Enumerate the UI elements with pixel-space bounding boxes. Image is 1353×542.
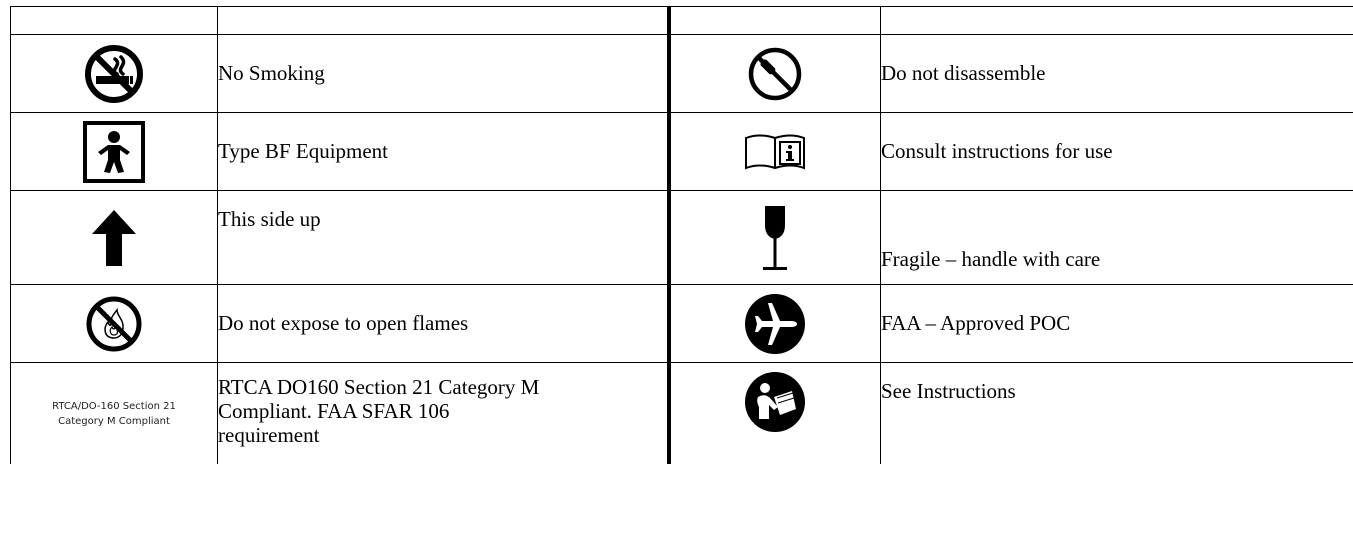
- fragile-label: Fragile – handle with care: [881, 247, 1101, 271]
- rtca-mark-line-2: Category M Compliant: [58, 415, 170, 427]
- fragile-glass-icon: [755, 203, 795, 273]
- description-cell: [881, 363, 1353, 465]
- table-row: [11, 113, 1353, 191]
- table-row: [11, 285, 1353, 363]
- rtca-label-line-1: RTCA DO160 Section 21 Category M: [218, 375, 540, 399]
- do-not-disassemble-label: Do not disassemble: [881, 61, 1046, 85]
- symbol-cell: [11, 35, 218, 113]
- header-cell: [669, 7, 881, 35]
- symbol-cell: [11, 285, 218, 363]
- description-cell: [881, 113, 1353, 191]
- description-cell: [218, 113, 669, 191]
- symbol-cell: [669, 191, 881, 285]
- symbol-cell: [11, 113, 218, 191]
- symbol-cell: [669, 285, 881, 363]
- description-cell: [881, 35, 1353, 113]
- consult-instructions-icon: [743, 132, 807, 172]
- description-cell: [881, 191, 1353, 285]
- table-row: [11, 363, 1353, 465]
- symbols-table: [10, 6, 1353, 464]
- no-smoking-label: No Smoking: [218, 61, 325, 85]
- rtca-mark-line-1: RTCA/DO-160 Section 21: [52, 400, 176, 412]
- description-cell: [218, 363, 669, 465]
- table-row: [11, 35, 1353, 113]
- rtca-compliance-mark: [11, 363, 218, 465]
- header-cell: [218, 7, 669, 35]
- type-bf-equipment-icon: [82, 120, 146, 184]
- description-cell: [881, 285, 1353, 363]
- symbol-cell: [11, 191, 218, 285]
- table-row: [11, 191, 1353, 285]
- type-bf-equipment-label: Type BF Equipment: [218, 139, 389, 163]
- no-open-flames-label: Do not expose to open flames: [218, 311, 469, 335]
- symbol-cell: [669, 35, 881, 113]
- arrow-up-icon: [91, 208, 137, 268]
- no-open-flame-icon: [84, 294, 144, 354]
- rtca-label-line-2: Compliant. FAA SFAR 106: [218, 399, 450, 423]
- description-cell: [218, 35, 669, 113]
- faa-approved-label: FAA – Approved POC: [881, 311, 1071, 335]
- see-instructions-icon: [744, 371, 806, 433]
- no-smoking-icon: [83, 43, 145, 105]
- description-cell: [218, 191, 669, 285]
- symbol-cell: [669, 363, 881, 465]
- header-row: [11, 7, 1353, 35]
- consult-instructions-label: Consult instructions for use: [881, 139, 1113, 163]
- header-cell: [11, 7, 218, 35]
- header-cell: [881, 7, 1353, 35]
- description-cell: [218, 285, 669, 363]
- rtca-label-line-3: requirement: [218, 423, 320, 447]
- symbol-cell: [669, 113, 881, 191]
- see-instructions-label: See Instructions: [881, 379, 1016, 403]
- this-side-up-label: This side up: [218, 207, 321, 231]
- airplane-icon: [744, 293, 806, 355]
- do-not-disassemble-icon: [746, 45, 804, 103]
